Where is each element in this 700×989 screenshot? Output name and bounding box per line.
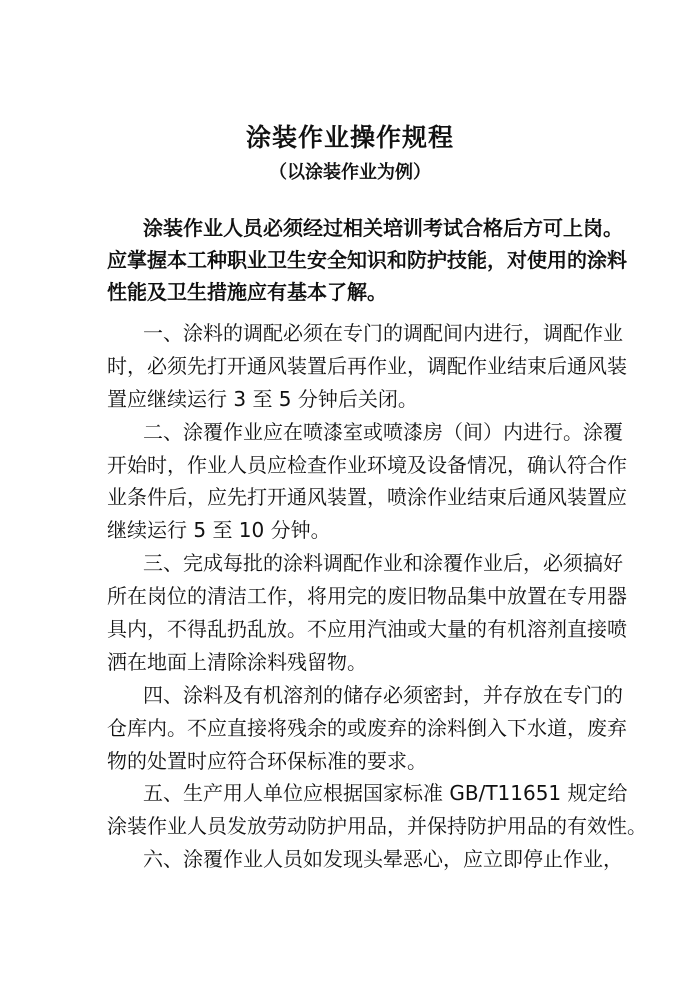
text-line: 六、涂覆作业人员如发现头晕恶心，应立即停止作业， xyxy=(143,847,623,872)
document-body xyxy=(107,317,647,876)
text-line: 开始时，作业人员应检查作业环境及设备情况，确认符合作 xyxy=(107,452,627,477)
text-line: 三、完成每批的涂料调配作业和涂覆作业后，必须搞好 xyxy=(143,551,623,576)
text-line: 五、生产用人单位应根据国家标准 GB/T11651 规定给 xyxy=(143,781,628,806)
text-line: 继续运行 5 至 10 分钟。 xyxy=(107,518,331,543)
paragraph-5 xyxy=(107,777,647,843)
text-line: 涂装作业人员发放劳动防护用品，并保持防护用品的有效性。 xyxy=(107,814,647,839)
paragraph-4 xyxy=(107,679,627,778)
text-line: 业条件后，应先打开通风装置，喷涂作业结束后通风装置应 xyxy=(107,485,627,510)
text-line: 仓库内。不应直接将残余的或废弃的涂料倒入下水道，废弃 xyxy=(107,715,627,740)
text-line: 四、涂料及有机溶剂的储存必须密封，并存放在专门的 xyxy=(143,682,623,707)
paragraph-3 xyxy=(107,547,627,679)
text-line: 一、涂料的调配必须在专门的调配间内进行，调配作业 xyxy=(143,321,623,345)
paragraph-6 xyxy=(107,843,623,876)
paragraph-1 xyxy=(107,317,627,416)
text-line: 所在岗位的清洁工作，将用完的废旧物品集中放置在专用器 xyxy=(107,584,627,609)
text-line: 具内，不得乱扔乱放。不应用汽油或大量的有机溶剂直接喷 xyxy=(107,617,627,642)
intro-paragraph xyxy=(107,212,627,308)
document-subtitle: （以涂装作业为例） xyxy=(269,162,431,183)
paragraph-2 xyxy=(107,416,627,548)
text-line: 时，必须先打开通风装置后再作业，调配作业结束后通风装 xyxy=(107,353,627,378)
document-title: 涂装作业操作规程 xyxy=(245,123,454,152)
text-line: 洒在地面上清除涂料残留物。 xyxy=(107,649,367,674)
text-line: 置应继续运行 3 至 5 分钟后关闭。 xyxy=(107,386,418,411)
text-line: 涂装作业人员必须经过相关培训考试合格后方可上岗。 xyxy=(143,216,623,240)
text-line: 物的处置时应符合环保标准的要求。 xyxy=(107,748,427,773)
text-line: 二、涂覆作业应在喷漆室或喷漆房（间）内进行。涂覆 xyxy=(143,419,623,444)
text-line: 应掌握本工种职业卫生安全知识和防护技能，对使用的涂料 xyxy=(107,248,627,272)
text-line: 性能及卫生措施应有基本了解。 xyxy=(107,280,387,304)
